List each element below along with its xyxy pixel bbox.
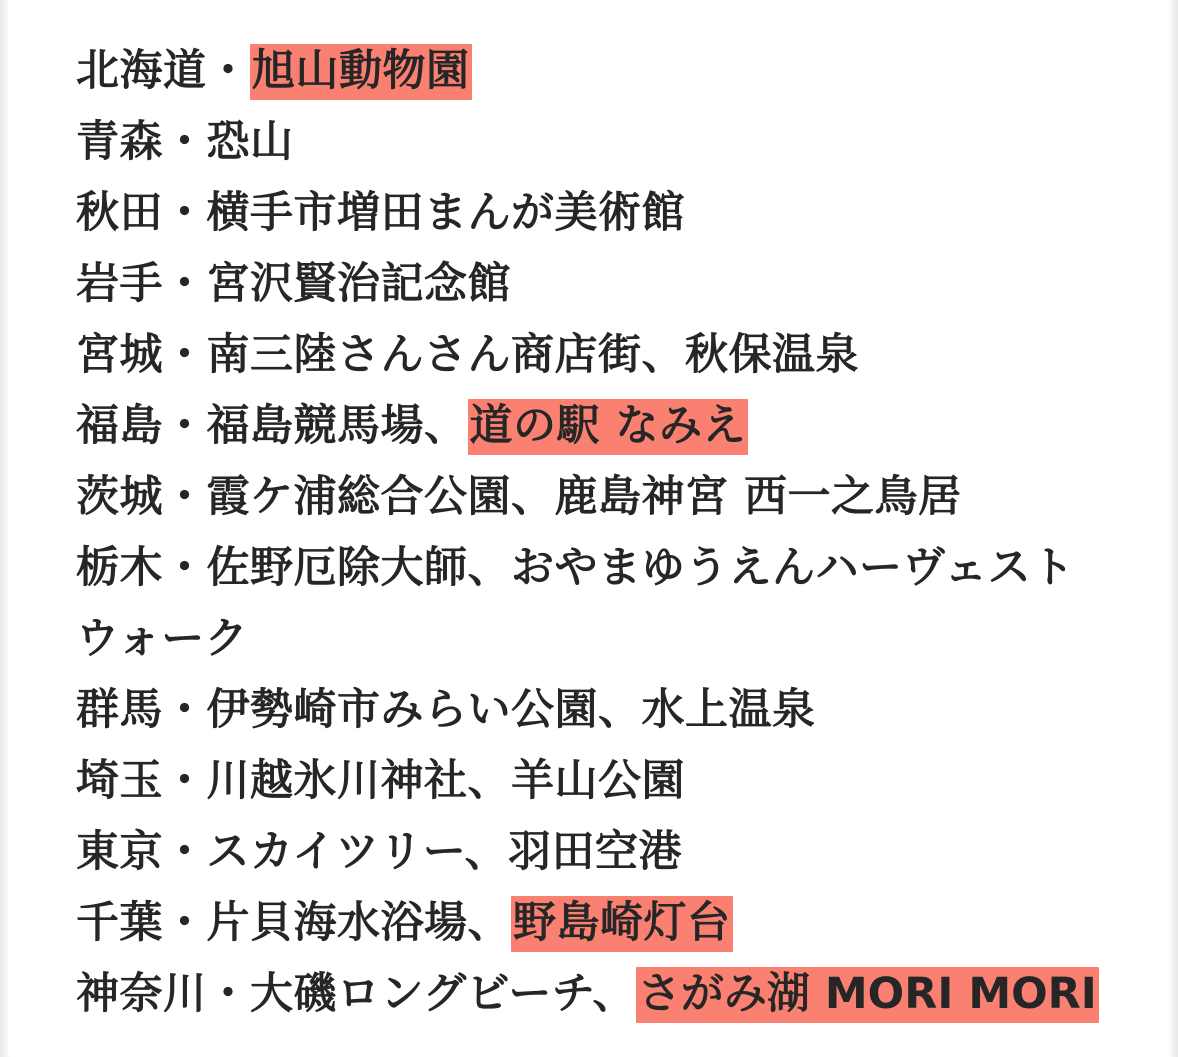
line-tokyo-plain: 東京・スカイツリー、羽田空港 (76, 827, 682, 877)
line-gunma-plain: 群馬・伊勢崎市みらい公園、水上温泉 (76, 685, 816, 735)
page-left-edge-shadow (0, 0, 10, 1057)
text-line-miyagi (76, 320, 1106, 391)
text-line-hokkaido (76, 36, 1106, 107)
text-line-tochigi (76, 533, 1106, 675)
text-line-aomori (76, 107, 1106, 178)
line-chiba-highlight: 野島崎灯台 (511, 896, 733, 952)
line-kanagawa-highlight: さがみ湖 MORI MORI (636, 967, 1099, 1023)
text-line-gunma (76, 675, 1106, 746)
text-line-ibaraki (76, 462, 1106, 533)
page-right-edge-shadow (1168, 0, 1178, 1057)
line-iwate-plain: 岩手・宮沢賢治記念館 (76, 259, 511, 309)
text-line-kanagawa (76, 959, 1106, 1030)
text-line-akita (76, 178, 1106, 249)
text-line-chiba (76, 888, 1106, 959)
line-tochigi-plain: 栃木・佐野厄除大師、おやまゆうえんハーヴェストウォーク (76, 543, 1075, 664)
line-hokkaido-plain: 北海道・ (76, 46, 250, 96)
text-line-tokyo (76, 817, 1106, 888)
line-hokkaido-highlight: 旭山動物園 (250, 44, 472, 100)
line-saitama-plain: 埼玉・川越氷川神社、羊山公園 (76, 756, 685, 806)
line-kanagawa-plain: 神奈川・大磯ロングビーチ、 (76, 969, 636, 1019)
text-line-saitama (76, 746, 1106, 817)
line-akita-plain: 秋田・横手市増田まんが美術館 (76, 188, 685, 238)
line-ibaraki-plain: 茨城・霞ケ浦総合公園、鹿島神宮 西一之鳥居 (76, 472, 962, 522)
line-chiba-plain: 千葉・片貝海水浴場、 (76, 898, 511, 948)
line-fukushima-plain: 福島・福島競馬場、 (76, 401, 468, 451)
text-body (76, 36, 1106, 1030)
line-aomori-plain: 青森・恐山 (76, 117, 294, 167)
text-line-iwate (76, 249, 1106, 320)
line-miyagi-plain: 宮城・南三陸さんさん商店街、秋保温泉 (76, 330, 859, 380)
text-line-fukushima (76, 391, 1106, 462)
line-fukushima-highlight: 道の駅 なみえ (468, 399, 748, 455)
